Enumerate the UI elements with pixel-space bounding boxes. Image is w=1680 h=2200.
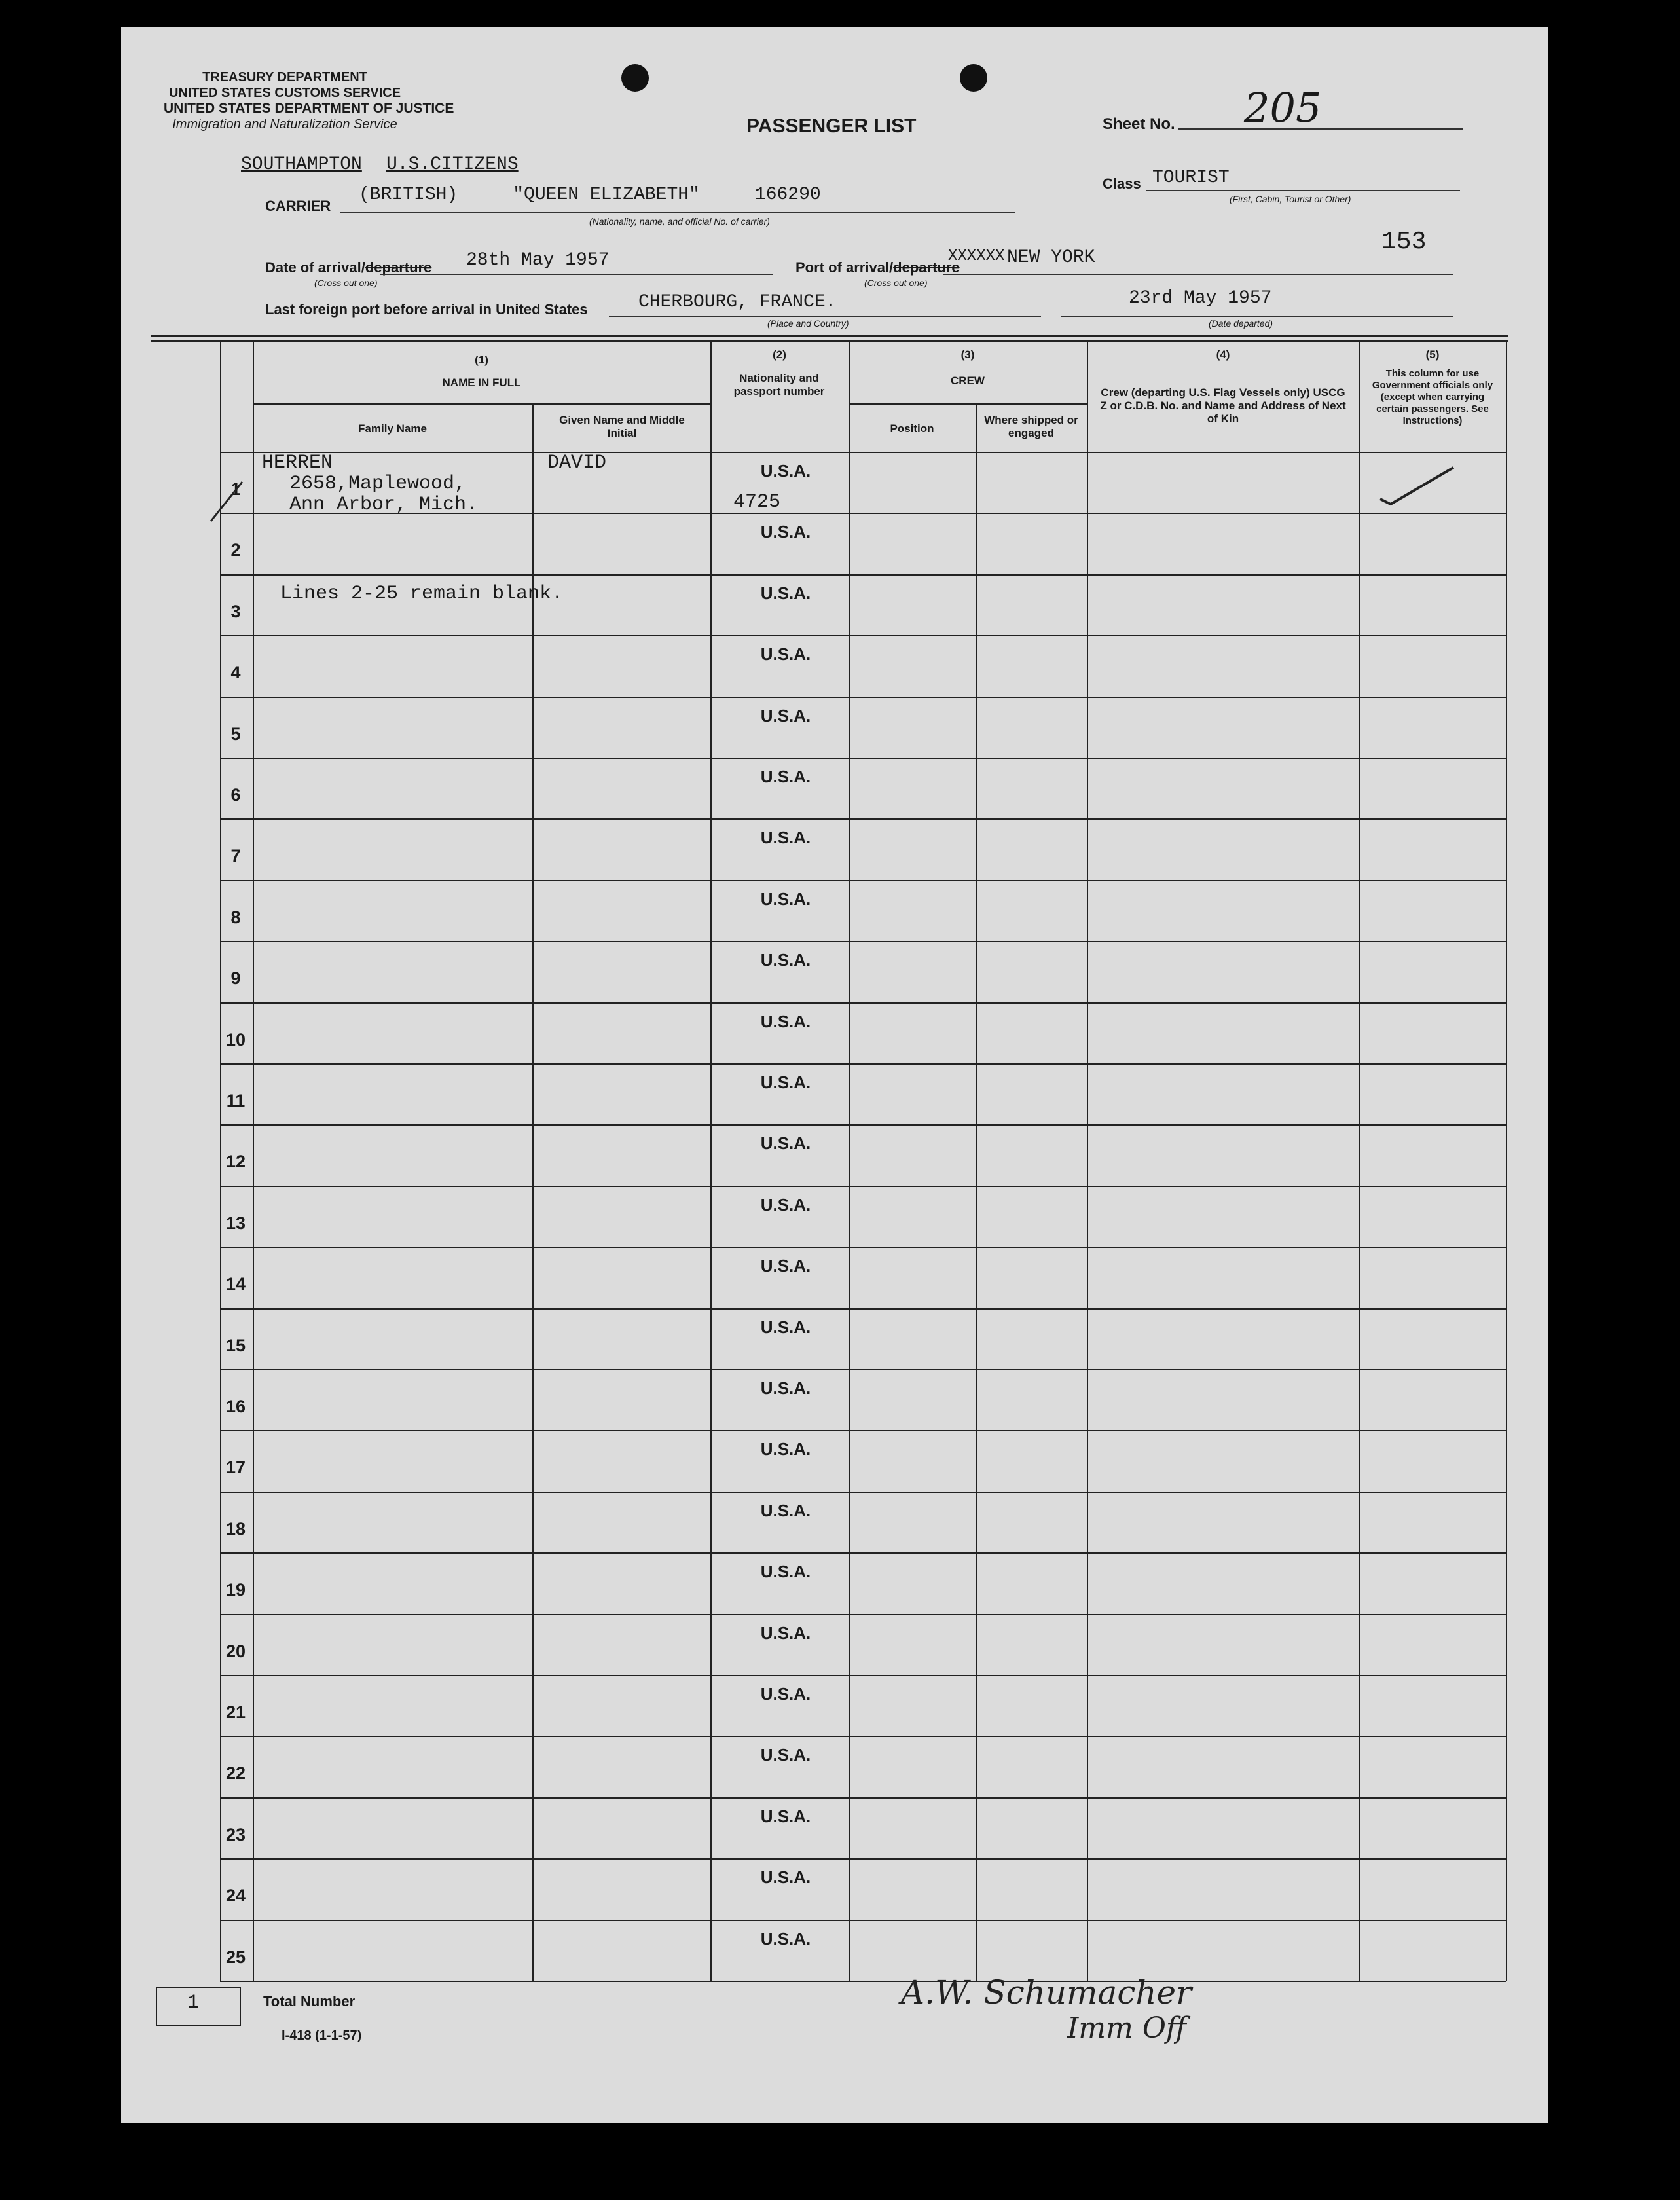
carrier-caption: (Nationality, name, and official No. of carrier) xyxy=(589,216,770,227)
table-row-line xyxy=(220,1920,1506,1921)
port-label-struck: departure xyxy=(893,259,960,276)
row-nationality: U.S.A. xyxy=(760,1317,811,1337)
row-nationality: U.S.A. xyxy=(760,1195,811,1215)
row-number: 3 xyxy=(230,602,241,621)
row-nationality: U.S.A. xyxy=(760,1501,811,1520)
row-nationality: U.S.A. xyxy=(760,1684,811,1704)
row-nationality: U.S.A. xyxy=(760,1256,811,1275)
row-number: 10 xyxy=(225,1030,246,1050)
carrier-label: CARRIER xyxy=(265,198,331,214)
agency-header xyxy=(164,69,454,132)
date-line xyxy=(380,274,773,275)
table-row-line xyxy=(220,1736,1506,1737)
col-nationality: Nationality and passport number xyxy=(733,372,825,397)
row-nationality: U.S.A. xyxy=(760,706,811,725)
table-top-rule-2 xyxy=(151,340,1508,342)
row-number: 7 xyxy=(230,846,241,866)
table-row-line xyxy=(220,1492,1506,1493)
agency-line-1: TREASURY DEPARTMENT xyxy=(202,70,367,84)
row-number: 22 xyxy=(225,1763,246,1783)
col4-number: (4) xyxy=(1216,348,1230,361)
row-1-tick-icon xyxy=(208,478,247,524)
table-row-line xyxy=(220,1247,1506,1248)
departed-value: 23rd May 1957 xyxy=(1129,288,1272,308)
row-number: 9 xyxy=(230,968,241,988)
table-row-line xyxy=(220,1797,1506,1799)
entry-passport-number: 4725 xyxy=(733,491,781,513)
row-number: 16 xyxy=(225,1397,246,1416)
entry-address-line-2: Ann Arbor, Mich. xyxy=(289,494,479,516)
table-row-line xyxy=(220,1552,1506,1554)
last-port-value: CHERBOURG, FRANCE. xyxy=(638,292,837,312)
agency-line-2: UNITED STATES CUSTOMS SERVICE xyxy=(168,86,401,100)
row-number: 19 xyxy=(225,1580,246,1600)
port-line xyxy=(943,274,1453,275)
table-row-line xyxy=(220,818,1506,820)
last-port-label: Last foreign port before arrival in United States xyxy=(265,301,588,318)
carrier-line xyxy=(340,212,1015,213)
blank-lines-note: Lines 2-25 remain blank. xyxy=(280,583,564,605)
date-label-struck: departure xyxy=(365,259,432,276)
col-crew-detail: Crew (departing U.S. Flag Vessels only) USCG Z or C.D.B. No. and Name and Address of Next of Kin xyxy=(1100,386,1346,425)
row-number: 14 xyxy=(225,1274,246,1294)
sheet-label: Sheet No. xyxy=(1103,115,1175,133)
table-row-line xyxy=(220,880,1506,881)
punch-hole-left xyxy=(621,64,649,92)
row-nationality: U.S.A. xyxy=(760,1439,811,1459)
table-row-line xyxy=(220,1186,1506,1187)
class-label: Class xyxy=(1103,175,1141,192)
table-row-line xyxy=(220,941,1506,942)
class-line xyxy=(1146,190,1460,191)
port-note: SOUTHAMPTON xyxy=(241,155,362,175)
col-line-position xyxy=(976,403,977,1981)
table-row-line xyxy=(220,635,1506,636)
row-number: 25 xyxy=(225,1947,246,1967)
agency-line-3: UNITED STATES DEPARTMENT OF JUSTICE xyxy=(164,101,454,116)
entry-address-line-1: 2658,Maplewood, xyxy=(289,473,467,495)
col-family-name: Family Name xyxy=(358,422,427,435)
row-nationality: U.S.A. xyxy=(760,644,811,664)
port-cross-out: (Cross out one) xyxy=(864,278,928,288)
officer-title: Imm Off xyxy=(1067,2011,1187,2045)
col-line-family xyxy=(532,403,534,1981)
table-row-line xyxy=(220,1614,1506,1615)
row-nationality: U.S.A. xyxy=(760,889,811,909)
row-number: 6 xyxy=(230,785,241,805)
table-row-line xyxy=(220,1308,1506,1310)
class-value: TOURIST xyxy=(1152,168,1230,188)
row-nationality: U.S.A. xyxy=(760,1378,811,1398)
checkmark-icon xyxy=(1375,458,1460,511)
table-row-line xyxy=(220,758,1506,759)
date-cross-out: (Cross out one) xyxy=(314,278,378,288)
date-value: 28th May 1957 xyxy=(466,250,610,270)
total-label: Total Number xyxy=(263,1993,356,2009)
table-top-rule xyxy=(151,335,1508,337)
row-nationality: U.S.A. xyxy=(760,1745,811,1765)
row-number: 4 xyxy=(230,663,241,682)
subhead-line-name xyxy=(253,403,710,405)
table-row-line xyxy=(220,1124,1506,1126)
table-row-line xyxy=(220,1858,1506,1860)
table-row-line xyxy=(220,1002,1506,1004)
port-label xyxy=(795,259,960,276)
port-label-text: Port of arrival/ xyxy=(795,259,894,276)
row-nationality: U.S.A. xyxy=(760,1929,811,1949)
table-bottom-line xyxy=(220,1981,1506,1982)
row-number: 8 xyxy=(230,908,241,927)
row-number: 23 xyxy=(225,1825,246,1844)
port-value: NEW YORK xyxy=(1007,248,1095,268)
row-number: 24 xyxy=(225,1886,246,1905)
page-title: PASSENGER LIST xyxy=(746,115,917,137)
departed-caption: (Date departed) xyxy=(1209,318,1273,329)
col1-number: (1) xyxy=(475,354,488,366)
entry-family-name: HERREN xyxy=(262,452,333,474)
col3-number: (3) xyxy=(960,348,975,361)
row-nationality: U.S.A. xyxy=(760,1806,811,1826)
total-value: 1 xyxy=(187,1992,200,2014)
row-nationality: U.S.A. xyxy=(760,1133,811,1153)
row-number: 5 xyxy=(230,724,241,744)
officer-signature: A.W. Schumacher xyxy=(901,1973,1192,2011)
row-nationality: U.S.A. xyxy=(760,522,811,541)
row-nationality: U.S.A. xyxy=(760,583,811,603)
row-nationality: U.S.A. xyxy=(760,1072,811,1092)
punch-hole-right xyxy=(960,64,987,92)
sheet-number: 205 xyxy=(1244,84,1322,132)
col5-number: (5) xyxy=(1425,348,1440,361)
row-nationality: U.S.A. xyxy=(760,1867,811,1887)
stamped-number: 153 xyxy=(1381,228,1427,256)
subhead-line-crew xyxy=(849,403,1087,405)
row-number: 17 xyxy=(225,1458,246,1477)
table-row-line xyxy=(220,697,1506,698)
col2-number: (2) xyxy=(773,348,786,361)
table-row-line xyxy=(220,1675,1506,1676)
table-row-line xyxy=(220,574,1506,576)
row-nationality: U.S.A. xyxy=(760,461,811,481)
row-nationality: U.S.A. xyxy=(760,767,811,786)
col-crew: CREW xyxy=(951,375,985,387)
form-number: I-418 (1-1-57) xyxy=(282,2028,362,2043)
row-nationality: U.S.A. xyxy=(760,950,811,970)
date-label-text: Date of arrival/ xyxy=(265,259,365,276)
col-position: Position xyxy=(890,422,934,435)
row-number: 2 xyxy=(230,540,241,560)
entry-given-name: DAVID xyxy=(547,452,607,474)
row-number: 13 xyxy=(225,1213,246,1233)
col-where-shipped: Where shipped or engaged xyxy=(984,414,1078,439)
col-name-in-full: NAME IN FULL xyxy=(442,376,521,389)
row-nationality: U.S.A. xyxy=(760,828,811,847)
col-line-right xyxy=(1506,340,1507,1981)
table-row-line xyxy=(220,1369,1506,1370)
last-port-line xyxy=(609,316,1041,317)
agency-line-4: Immigration and Naturalization Service xyxy=(172,117,397,132)
table-row-line xyxy=(220,1063,1506,1065)
header-bottom-line xyxy=(220,452,1506,453)
row-nationality: U.S.A. xyxy=(760,1623,811,1643)
carrier-value: (BRITISH) "QUEEN ELIZABETH" 166290 xyxy=(359,185,821,205)
row-number: 1 xyxy=(230,479,241,499)
row-number: 12 xyxy=(225,1152,246,1171)
class-caption: (First, Cabin, Tourist or Other) xyxy=(1230,194,1351,204)
port-struck-xs: XXXXXX xyxy=(948,248,1005,265)
list-type: U.S.CITIZENS xyxy=(386,155,519,175)
col-given-name: Given Name and Middle Initial xyxy=(559,414,685,439)
col-government-use: This column for use Government officials only (except when carrying certain passengers. See Instructions) xyxy=(1372,368,1493,426)
departed-line xyxy=(1061,316,1453,317)
row-number: 20 xyxy=(225,1641,246,1661)
row-number: 15 xyxy=(225,1336,246,1355)
row-number: 18 xyxy=(225,1519,246,1539)
row-number: 21 xyxy=(225,1702,246,1722)
table-row-line xyxy=(220,1430,1506,1431)
row-nationality: U.S.A. xyxy=(760,1012,811,1031)
row-number: 11 xyxy=(226,1091,246,1110)
row-nationality: U.S.A. xyxy=(760,1562,811,1581)
last-port-caption: (Place and Country) xyxy=(767,318,849,329)
